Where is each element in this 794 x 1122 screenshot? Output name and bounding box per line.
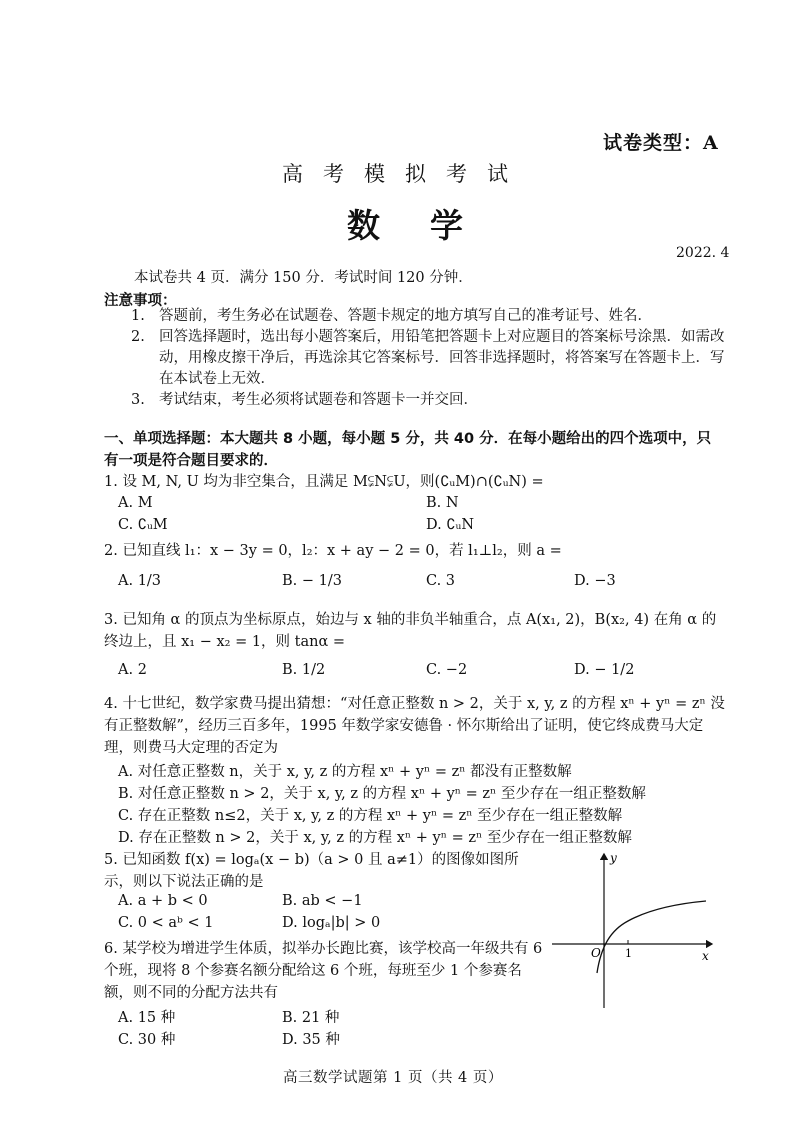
notice-text: 考试结束，考生必须将试题卷和答题卡一并交回．	[159, 392, 478, 408]
question-3-option-d: D. − 1/2	[574, 662, 635, 678]
question-4-option-d: D. 存在正整数 n > 2，关于 x, y, z 的方程 xⁿ + yⁿ = zⁿ 至少存在一组正整数解	[118, 830, 632, 846]
question-3-option-c: C. −2	[426, 662, 468, 678]
section-heading: 一、单项选择题：本大题共 8 小题，每小题 5 分，共 40 分．在每小题给出的四个选项中，只有一项是符合题目要求的．	[104, 431, 712, 469]
question-2-stem: 2. 已知直线 l₁：x − 3y = 0，l₂：x + ay − 2 = 0，若 l₁⊥l₂，则 a =	[104, 543, 562, 559]
question-6-stem: 6. 某学校为增进学生体质，拟举办长跑比赛，该学校高一年级共有 6 个班，现将 8 个参赛名额分配给这 6 个班，每班至少 1 个参赛名额，则不同的分配方法共有	[104, 941, 543, 1001]
origin-label: O	[591, 946, 601, 960]
question-6-option-a: A. 15 种	[118, 1010, 176, 1026]
question-2-option-b: B. − 1/3	[282, 573, 342, 589]
question-1-option-c: C. ∁ᵤM	[118, 517, 168, 533]
question-4-option-a: A. 对任意正整数 n，关于 x, y, z 的方程 xⁿ + yⁿ = zⁿ 都没有正整数解	[118, 764, 572, 780]
notice-label: 注意事项：	[104, 293, 177, 309]
question-1-option-a: A. M	[118, 495, 153, 511]
question-6-option-d: D. 35 种	[282, 1032, 340, 1048]
notice-text: 答题前，考生务必在试题卷、答题卡规定的地方填写自己的准考证号、姓名．	[159, 308, 652, 324]
question-5-option-a: A. a + b < 0	[118, 893, 208, 909]
question-4-stem: 4. 十七世纪，数学家费马提出猜想：“对任意正整数 n > 2，关于 x, y, z 的方程 xⁿ + yⁿ = zⁿ 没有正整数解”，经历三百多年，1995 年数学家安德鲁 · 怀尔斯给出了证明，使它终成费马大定理，则费马大定理的否定为	[104, 696, 725, 756]
notice-item	[131, 306, 727, 327]
question-3-option-a: A. 2	[118, 662, 147, 678]
notice-number: 2.	[131, 329, 145, 345]
question-1-option-b: B. N	[426, 495, 459, 511]
subject-title: 数学	[347, 206, 513, 245]
exam-date: 2022. 4	[676, 245, 730, 261]
y-axis-label: y	[610, 851, 617, 865]
question-2-option-c: C. 3	[426, 573, 456, 589]
question-2-option-d: D. −3	[574, 573, 616, 589]
question-6-option-c: C. 30 种	[118, 1032, 176, 1048]
question-5-option-d: D. logₐ|b| > 0	[282, 915, 381, 931]
exam-intro: 本试卷共 4 页．满分 150 分．考试时间 120 分钟．	[134, 270, 473, 286]
notice-number: 1.	[131, 308, 145, 324]
exam-title: 高考模拟考试	[282, 162, 528, 186]
question-3-option-b: B. 1/2	[282, 662, 326, 678]
x-axis-label: x	[702, 949, 709, 963]
notice-item	[131, 390, 727, 411]
notice-list	[131, 306, 727, 411]
question-5-stem: 5. 已知函数 f(x) = logₐ(x − b)（a > 0 且 a≠1）的图像如图所示，则以下说法正确的是	[104, 852, 519, 890]
function-graph	[548, 848, 718, 1013]
question-1-stem: 1. 设 M, N, U 均为非空集合，且满足 M⫋N⫋U，则(∁ᵤM)∩(∁ᵤN) =	[104, 474, 544, 490]
x-tick-label: 1	[625, 947, 632, 960]
question-4-option-b: B. 对任意正整数 n > 2，关于 x, y, z 的方程 xⁿ + yⁿ = zⁿ 至少存在一组正整数解	[118, 786, 646, 802]
question-5-option-b: B. ab < −1	[282, 893, 363, 909]
notice-item	[131, 327, 727, 390]
notice-number: 3.	[131, 392, 145, 408]
log-curve	[597, 901, 706, 973]
question-4-option-c: C. 存在正整数 n≤2，关于 x, y, z 的方程 xⁿ + yⁿ = zⁿ 至少存在一组正整数解	[118, 808, 623, 824]
question-2-option-a: A. 1/3	[118, 573, 162, 589]
question-6-option-b: B. 21 种	[282, 1010, 340, 1026]
question-1-option-d: D. ∁ᵤN	[426, 517, 475, 533]
page-footer: 高三数学试题第 1 页（共 4 页）	[283, 1070, 503, 1086]
question-5-option-c: C. 0 < aᵇ < 1	[118, 915, 214, 931]
paper-type: 试卷类型：A	[603, 132, 719, 154]
question-3-stem: 3. 已知角 α 的顶点为坐标原点，始边与 x 轴的非负半轴重合，点 A(x₁, 2)，B(x₂, 4) 在角 α 的终边上，且 x₁ − x₂ = 1，则 tanα =	[104, 612, 717, 650]
notice-text: 回答选择题时，选出每小题答案后，用铅笔把答题卡上对应题目的答案标号涂黑．如需改动，用橡皮擦干净后，再选涂其它答案标号．回答非选择题时，将答案写在答题卡上．写在本试卷上无效．	[159, 329, 725, 387]
